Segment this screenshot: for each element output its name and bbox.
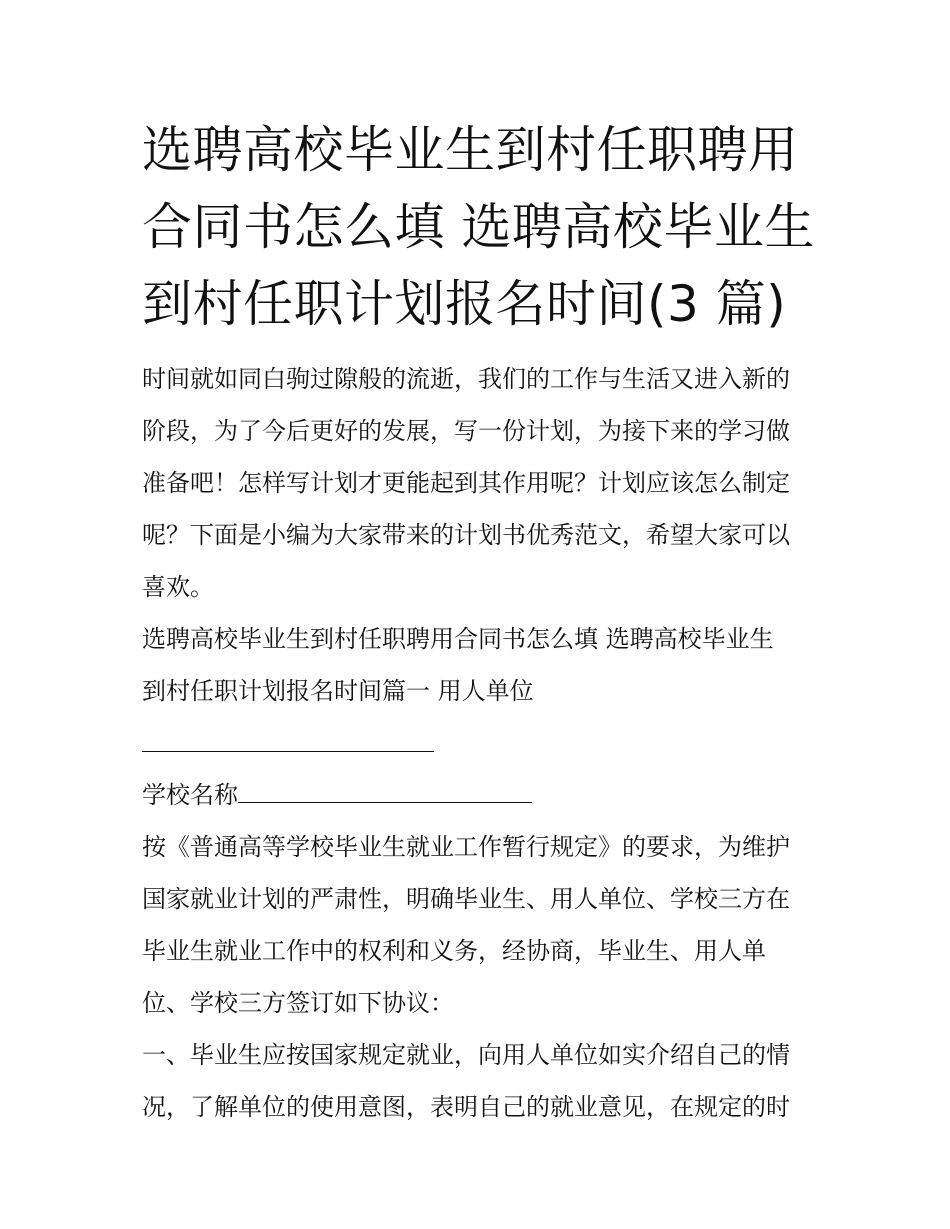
intro-line: 阶段，为了今后更好的发展，写一份计划，为接下来的学习做 (142, 417, 790, 445)
section-heading-line: 选聘高校毕业生到村任职聘用合同书怎么填 选聘高校毕业生 (142, 625, 774, 653)
intro-line: 时间就如同白驹过隙般的流逝，我们的工作与生活又进入新的 (142, 365, 790, 393)
clause-one-paragraph (142, 1029, 814, 1133)
clause-line: 况，了解单位的使用意图，表明自己的就业意见，在规定的时 (142, 1093, 790, 1121)
agreement-paragraph (142, 821, 814, 1029)
agreement-line: 毕业生就业工作中的权利和义务，经协商，毕业生、用人单 (142, 937, 766, 965)
title-line: 到村任职计划报名时间(3 篇) (142, 275, 787, 333)
document-body (142, 353, 814, 1133)
agreement-line: 按《普通高等学校毕业生就业工作暂行规定》的要求，为维护 (142, 833, 790, 861)
intro-line: 呢？下面是小编为大家带来的计划书优秀范文，希望大家可以 (142, 521, 790, 549)
school-name-label: 学校名称 (142, 781, 238, 809)
intro-paragraph (142, 353, 814, 613)
school-name-row (142, 769, 814, 821)
intro-line: 喜欢。 (142, 573, 214, 601)
school-name-fill-blank (238, 772, 532, 803)
clause-line: 一、毕业生应按国家规定就业，向用人单位如实介绍自己的情 (142, 1041, 790, 1069)
section-heading (142, 613, 814, 717)
employer-fill-blank (142, 721, 434, 752)
title-line: 选聘高校毕业生到村任职聘用 (142, 121, 799, 179)
document-title (142, 112, 814, 343)
intro-line: 准备吧！怎样写计划才更能起到其作用呢？计划应该怎么制定 (142, 469, 790, 497)
document-page (142, 112, 814, 1133)
agreement-line: 位、学校三方签订如下协议： (142, 989, 454, 1017)
employer-blank-line (142, 717, 814, 769)
title-line: 合同书怎么填 选聘高校毕业生 (142, 198, 815, 256)
section-heading-line: 到村任职计划报名时间篇一 用人单位 (142, 677, 534, 705)
agreement-line: 国家就业计划的严肃性，明确毕业生、用人单位、学校三方在 (142, 885, 790, 913)
